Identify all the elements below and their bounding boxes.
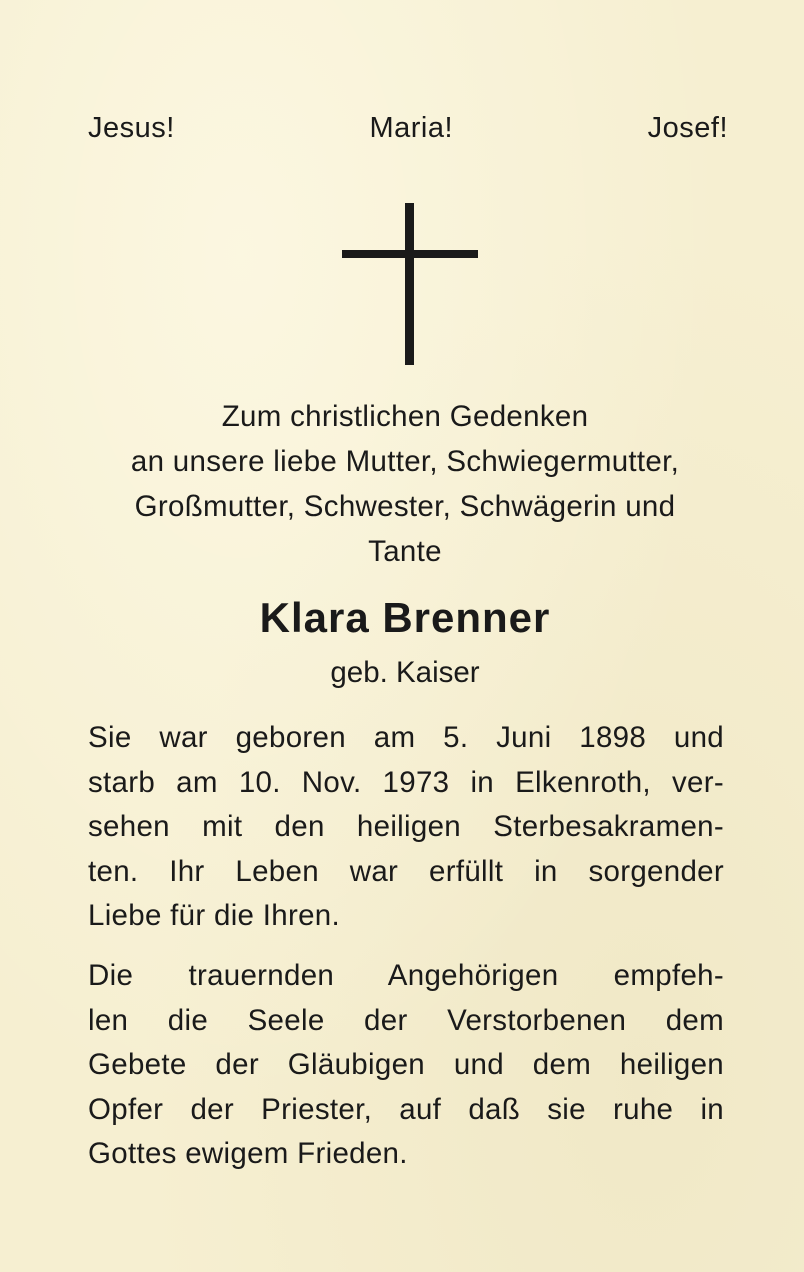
cross-icon	[342, 203, 478, 365]
dedication-line: Zum christlichen Gedenken	[221, 400, 589, 433]
invocation-jesus: Jesus!	[88, 112, 175, 144]
biography-line: Liebe für die Ihren.	[88, 899, 340, 933]
biography-line: Sie war geboren am 5. Juni 1898 und	[88, 721, 724, 754]
closing-paragraph	[88, 954, 724, 1177]
biography-line: sehen mit den heiligen Sterbesakramen-	[88, 810, 724, 844]
closing-line: Gottes ewigem Frieden.	[88, 1137, 408, 1171]
closing-line: Gebete der Gläubigen und dem heiligen	[88, 1048, 724, 1082]
maiden-name: geb. Kaiser	[330, 656, 480, 689]
dedication-line: an unsere liebe Mutter, Schwiegermutter,	[130, 445, 680, 478]
closing-line: len die Seele der Verstorbenen dem	[88, 1003, 724, 1037]
cross-horizontal-bar	[342, 250, 478, 258]
cross-vertical-bar	[405, 203, 414, 365]
closing-line: Opfer der Priester, auf daß sie ruhe in	[88, 1092, 724, 1126]
deceased-name: Klara Brenner	[259, 594, 551, 641]
closing-line: Die trauernden Angehörigen empfeh-	[88, 959, 724, 992]
dedication-line: Großmutter, Schwester, Schwägerin und	[134, 490, 676, 523]
biography-paragraph	[88, 716, 724, 939]
invocation-josef: Josef!	[647, 112, 728, 144]
dedication-line: Tante	[368, 535, 442, 568]
biography-line: starb am 10. Nov. 1973 in Elkenroth, ver-	[88, 765, 724, 799]
biography-line: ten. Ihr Leben war erfüllt in sorgender	[88, 854, 724, 888]
dedication-text	[80, 394, 730, 574]
invocation-maria: Maria!	[369, 112, 454, 144]
invocation-row	[88, 112, 728, 145]
